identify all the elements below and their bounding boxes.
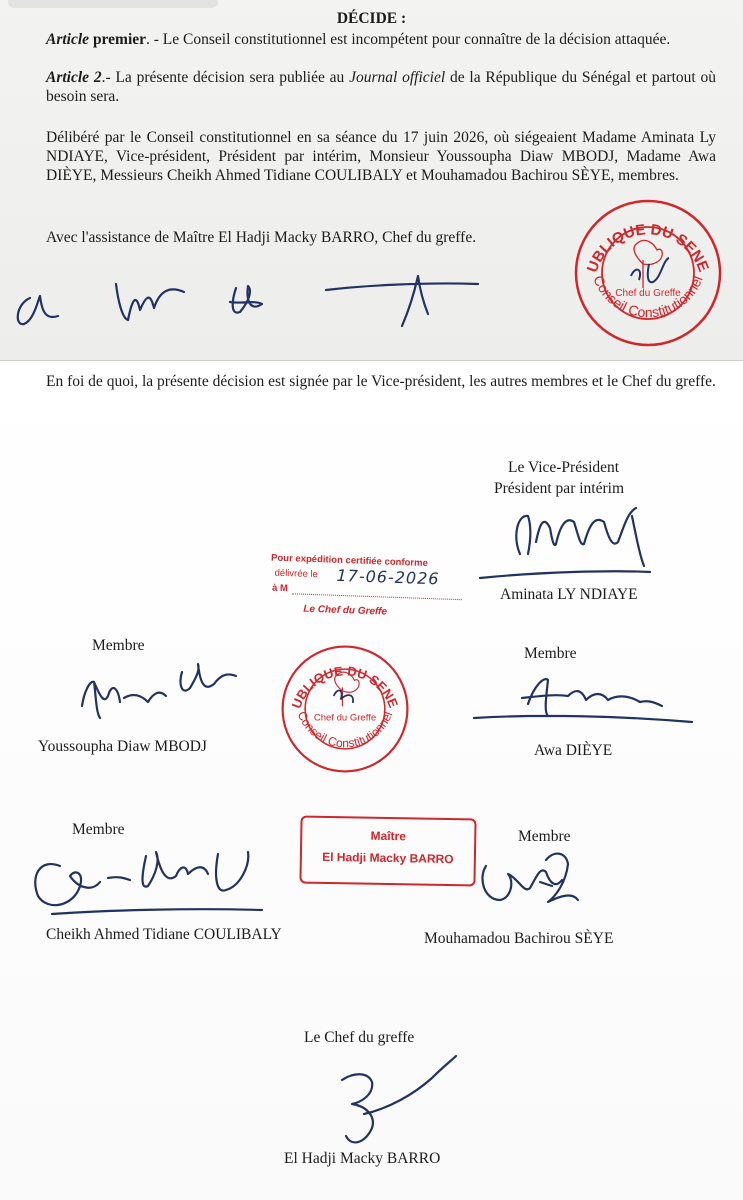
signature-2	[116, 284, 184, 320]
seal2-bottom-text: Conseil Constitutionnel	[294, 709, 396, 751]
member-label-3: Membre	[72, 821, 125, 838]
article-premier: Article premier. - Le Conseil constitutionnel est incompétent pour connaître de la décision attaquée.	[46, 31, 671, 48]
seal-center-text: Chef du Greffe	[615, 288, 681, 299]
signature-member-3	[35, 852, 262, 914]
expedition-line3: à M	[271, 582, 289, 595]
deliberation-paragraph: Délibéré par le Conseil constitutionnel en sa séance du 17 juin 2026, où siégeaient Madame Aminata Ly NDIAYE, Vice-président, Président par intérim, Monsieur Youssoupha Diaw MBODJ, Madame Awa DIÈYE, Messieurs Cheikh Ahmed Tidiane COULIBALY et Mouhamadou Bachirou SÈYE, membres.	[46, 129, 716, 184]
signature-page	[0, 366, 743, 1200]
member-name-2: Awa DIÈYE	[534, 742, 613, 759]
assistance-line: Avec l'assistance de Maître El Hadji Macky BARRO, Chef du greffe.	[46, 229, 477, 246]
chef-title: Le Chef du greffe	[304, 1029, 415, 1046]
vice-president-title: Le Vice-Président	[508, 459, 620, 476]
seal2-top-text: REPUBLIQUE DU SENEGAL	[274, 632, 402, 711]
signature-member-1	[82, 664, 236, 718]
seal2-center-text: Chef du Greffe	[313, 712, 377, 724]
seal-bottom-text: Conseil Constitutionnel	[590, 272, 706, 321]
signature-vice-president	[480, 508, 650, 578]
chef-name: El Hadji Macky BARRO	[284, 1150, 441, 1167]
member-name-3: Cheikh Ahmed Tidiane COULIBALY	[46, 926, 282, 943]
vice-president-subtitle: Président par intérim	[494, 480, 624, 497]
expedition-line1: Pour expédition certifiée conforme	[270, 552, 429, 569]
signature-3	[230, 286, 262, 313]
member-name-1: Youssoupha Diaw MBODJ	[38, 738, 207, 755]
member-label-4: Membre	[518, 828, 571, 845]
expedition-line2: délivrée le	[274, 567, 319, 581]
expedition-date: 17-06-2026	[336, 565, 440, 589]
member-label-1: Membre	[92, 637, 145, 654]
signature-1	[18, 296, 58, 324]
vice-president-name: Aminata LY NDIAYE	[500, 586, 638, 603]
member-label-2: Membre	[524, 645, 577, 662]
signature-member-2	[474, 679, 692, 722]
intro-paragraph: En foi de quoi, la présente décision est signée par le Vice-président, les autres membres et le Chef du greffe.	[46, 373, 716, 390]
article-2: Article 2.- La présente décision sera publiée au Journal officiel de la République du Sénégal et partout où besoin sera.	[46, 69, 716, 105]
signature-4	[326, 276, 478, 326]
box-line2: El Hadji Macky BARRO	[322, 849, 454, 867]
decide-heading: DÉCIDE :	[336, 10, 407, 27]
seal-top-text: REPUBLIQUE DU SENEGAL	[567, 185, 712, 275]
expedition-chef: Le Chef du Greffe	[303, 603, 388, 618]
senegal-seal-top	[567, 185, 723, 348]
box-line1: Maître	[370, 828, 407, 844]
member-name-4: Mouhamadou Bachirou SÈYE	[424, 930, 614, 947]
signature-member-4	[482, 854, 578, 902]
decision-page-fragment	[0, 0, 743, 361]
signatures-layer	[0, 366, 743, 1200]
signature-chef	[342, 1056, 456, 1142]
